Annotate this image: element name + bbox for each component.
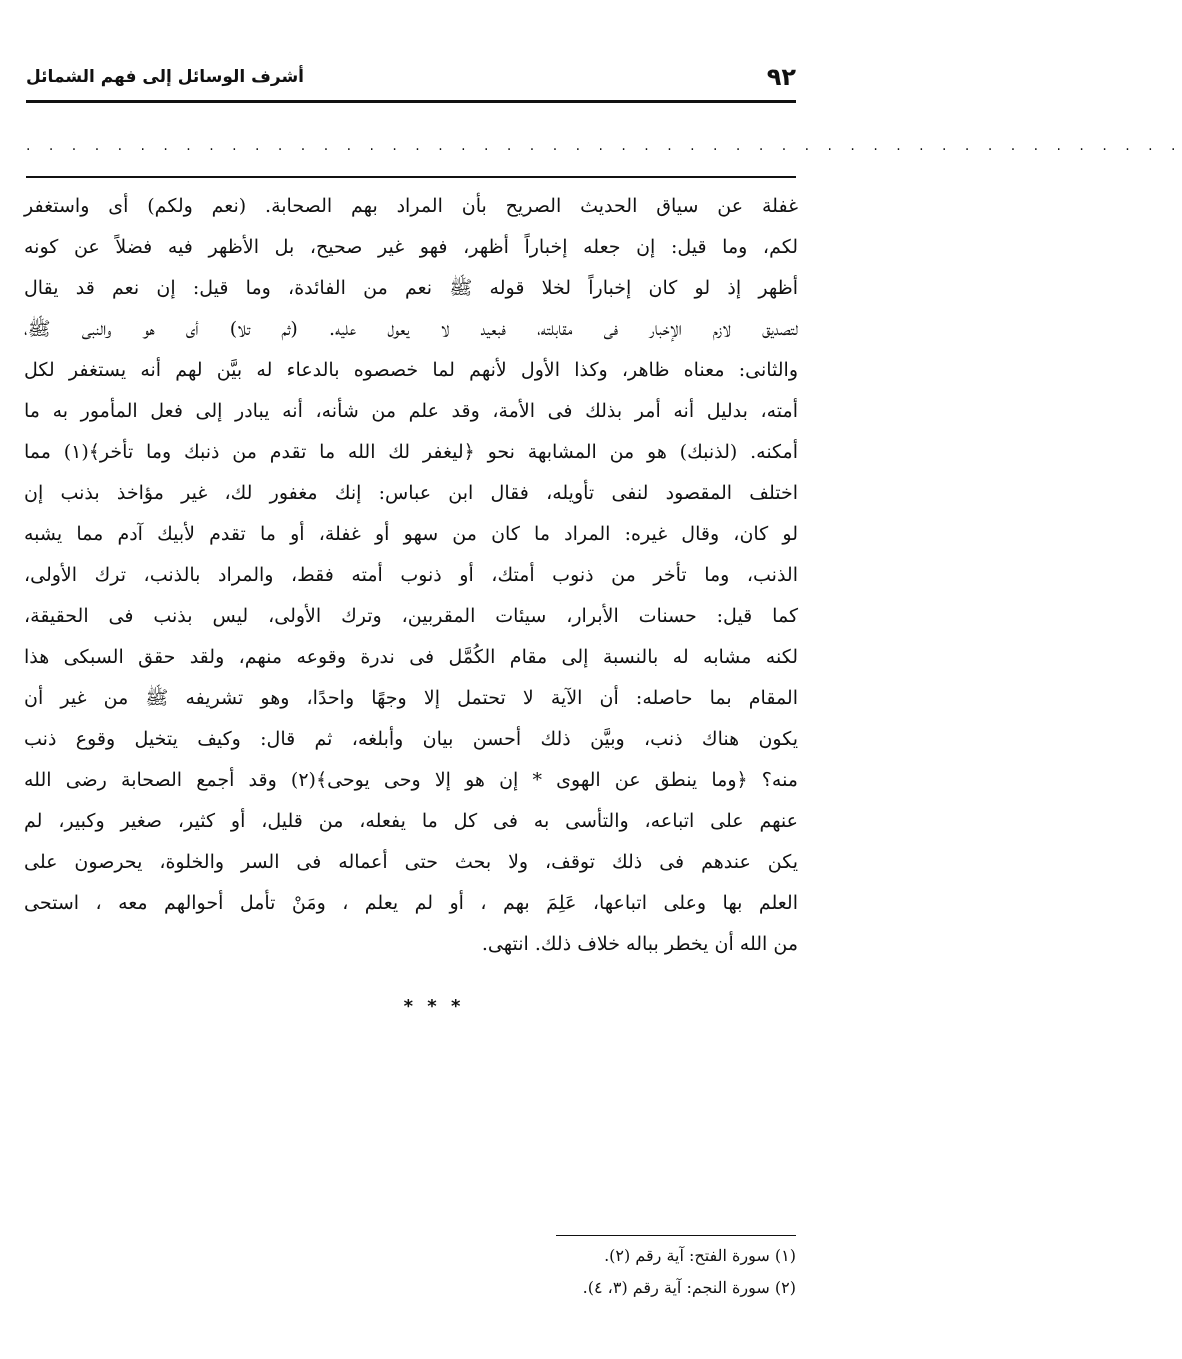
running-title: أشرف الوسائل إلى فهم الشمائل <box>26 67 305 87</box>
body-line: منه؟ ﴿وما ينطق عن الهوى * إن هو إلا وحى يوحى﴾(٢) وقد أجمع الصحابة رضى الله <box>24 769 798 791</box>
body-line: أمكنه. (لذنبك) هو من المشابهة نحو ﴿ليغفر لك الله ما تقدم من ذنبك وما تأخر﴾(١) مما <box>24 441 798 463</box>
body-line: لكم، وما قيل: إن جعله إخباراً أظهر، فهو غير صحيح، بل الأظهر فيه فضلاً عن كونه <box>24 236 798 258</box>
body-line: الذنب، وما تأخر من ذنوب أمتك، أو ذنوب أمته فقط، والمراد بالذنب، ترك الأولى، <box>24 564 798 586</box>
body-line: أظهر إذ لو كان إخباراً لخلا قوله ﷺ نعم من الفائدة، وما قيل: إن نعم قد يقال <box>24 277 798 299</box>
dotted-separator: . . . . . . . . . . . . . . . . . . . . . . . . . . . . . . . . . . . . . . . . . . . . . . . . . . . <box>26 138 1182 154</box>
page-header <box>26 62 796 96</box>
body-line: كما قيل: حسنات الأبرار، سيئات المقربين، وترك الأولى، ليس بذنب فى الحقيقة، <box>24 605 798 627</box>
body-line: والثانى: معناه ظاهر، وكذا الأول لأنهم لما خصصوه بالدعاء له بيَّن لهم أنه يستغفر لكل <box>24 359 798 381</box>
footnote-rule <box>556 1235 796 1236</box>
body-line: العلم بها وعلى اتباعها، عَلِمَ بهم ، أو لم يعلم ، ومَنْ تأمل أحوالهم معه ، استحى <box>24 892 798 914</box>
body-text <box>24 186 798 965</box>
body-line: يكون هناك ذنب، وبيَّن ذلك أحسن بيان وأبلغه، ثم قال: وكيف يتخيل وقوع ذنب <box>24 728 798 750</box>
body-line: لتصديق لازم الإخبار فى مقابلته، فبعيد لا يعول عليه. (ثم تلا) أى هو والنبى ﷺ، <box>24 318 798 340</box>
footnote-1: (١) سورة الفتح: آية رقم (٢). <box>604 1246 796 1265</box>
body-line: أمته، بدليل أنه أمر بذلك فى الأمة، وقد علم من شأنه، أنه يبادر إلى فعل المأمور به ما <box>24 400 798 422</box>
page-number: ٩٢ <box>766 63 796 91</box>
body-line: غفلة عن سياق الحديث الصريح بأن المراد بهم الصحابة. (نعم ولكم) أى واستغفر <box>24 195 798 217</box>
body-line: لكنه مشابه له بالنسبة إلى مقام الكُمَّل فى ندرة وقوعه منهم، ولقد حقق السبكى هذا <box>24 646 798 668</box>
footnote-2: (٢) سورة النجم: آية رقم (٣، ٤). <box>582 1278 796 1297</box>
body-top-rule <box>26 176 796 178</box>
body-line: اختلف المقصود لنفى تأويله، فقال ابن عباس: إنك مغفور لك، غير مؤاخذ بذنب إن <box>24 482 798 504</box>
footnotes <box>296 1240 796 1304</box>
section-break-stars: * * * <box>403 996 465 1017</box>
body-line-last: من الله أن يخطر بباله خلاف ذلك. انتهى. <box>481 933 798 955</box>
body-line: يكن عندهم فى ذلك توقف، ولا بحث حتى أعماله فى السر والخلوة، يحرصون على <box>24 851 798 873</box>
body-line: لو كان، وقال غيره: المراد ما كان من سهو أو غفلة، أو ما تقدم لأبيك آدم مما يشبه <box>24 523 798 545</box>
body-line: عنهم على اتباعه، والتأسى به فى كل ما يفعله، من قليل، أو كثير، صغير وكبير، لم <box>24 810 798 832</box>
body-line: المقام بما حاصله: أن الآية لا تحتمل إلا وجهًا واحدًا، وهو تشريفه ﷺ من غير أن <box>24 687 798 709</box>
header-rule <box>26 100 796 103</box>
